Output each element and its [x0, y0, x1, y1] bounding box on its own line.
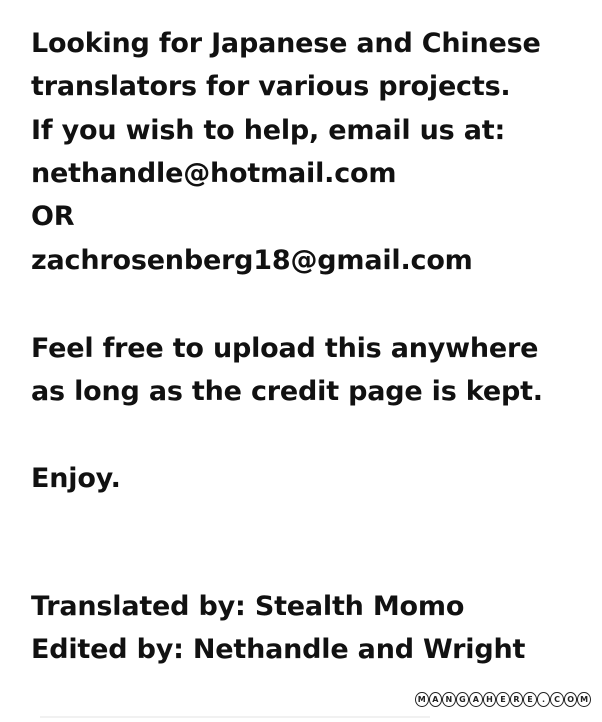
- watermark-letter: G: [456, 692, 470, 707]
- translator-credit: Translated by: Stealth Momo: [31, 591, 465, 622]
- watermark-letter: M: [577, 692, 591, 707]
- email-gmail: zachrosenberg18@gmail.com: [31, 245, 473, 276]
- watermark-letter: M: [415, 692, 429, 707]
- or-separator: OR: [31, 201, 75, 232]
- watermark-letter: A: [429, 692, 443, 707]
- mangahere-watermark: [415, 691, 591, 708]
- watermark-letter: H: [483, 692, 497, 707]
- watermark-letter: E: [496, 692, 510, 707]
- email-hotmail: nethandle@hotmail.com: [31, 158, 397, 189]
- watermark-letter: A: [469, 692, 483, 707]
- recruit-line-1: Looking for Japanese and Chinese: [31, 28, 541, 59]
- upload-notice-line-1: Feel free to upload this anywhere: [31, 333, 539, 364]
- watermark-letter: R: [510, 692, 524, 707]
- contact-intro-line: If you wish to help, email us at:: [31, 115, 506, 146]
- upload-notice-line-2: as long as the credit page is kept.: [31, 376, 543, 407]
- watermark-letter: .: [537, 692, 551, 707]
- enjoy-text: Enjoy.: [31, 463, 121, 494]
- watermark-letter: C: [550, 692, 564, 707]
- watermark-letter: N: [442, 692, 456, 707]
- editor-credit: Edited by: Nethandle and Wright: [31, 634, 526, 665]
- watermark-letter: O: [564, 692, 578, 707]
- recruit-line-2: translators for various projects.: [31, 71, 511, 102]
- scan-artifact: [40, 716, 430, 718]
- watermark-letter: E: [523, 692, 537, 707]
